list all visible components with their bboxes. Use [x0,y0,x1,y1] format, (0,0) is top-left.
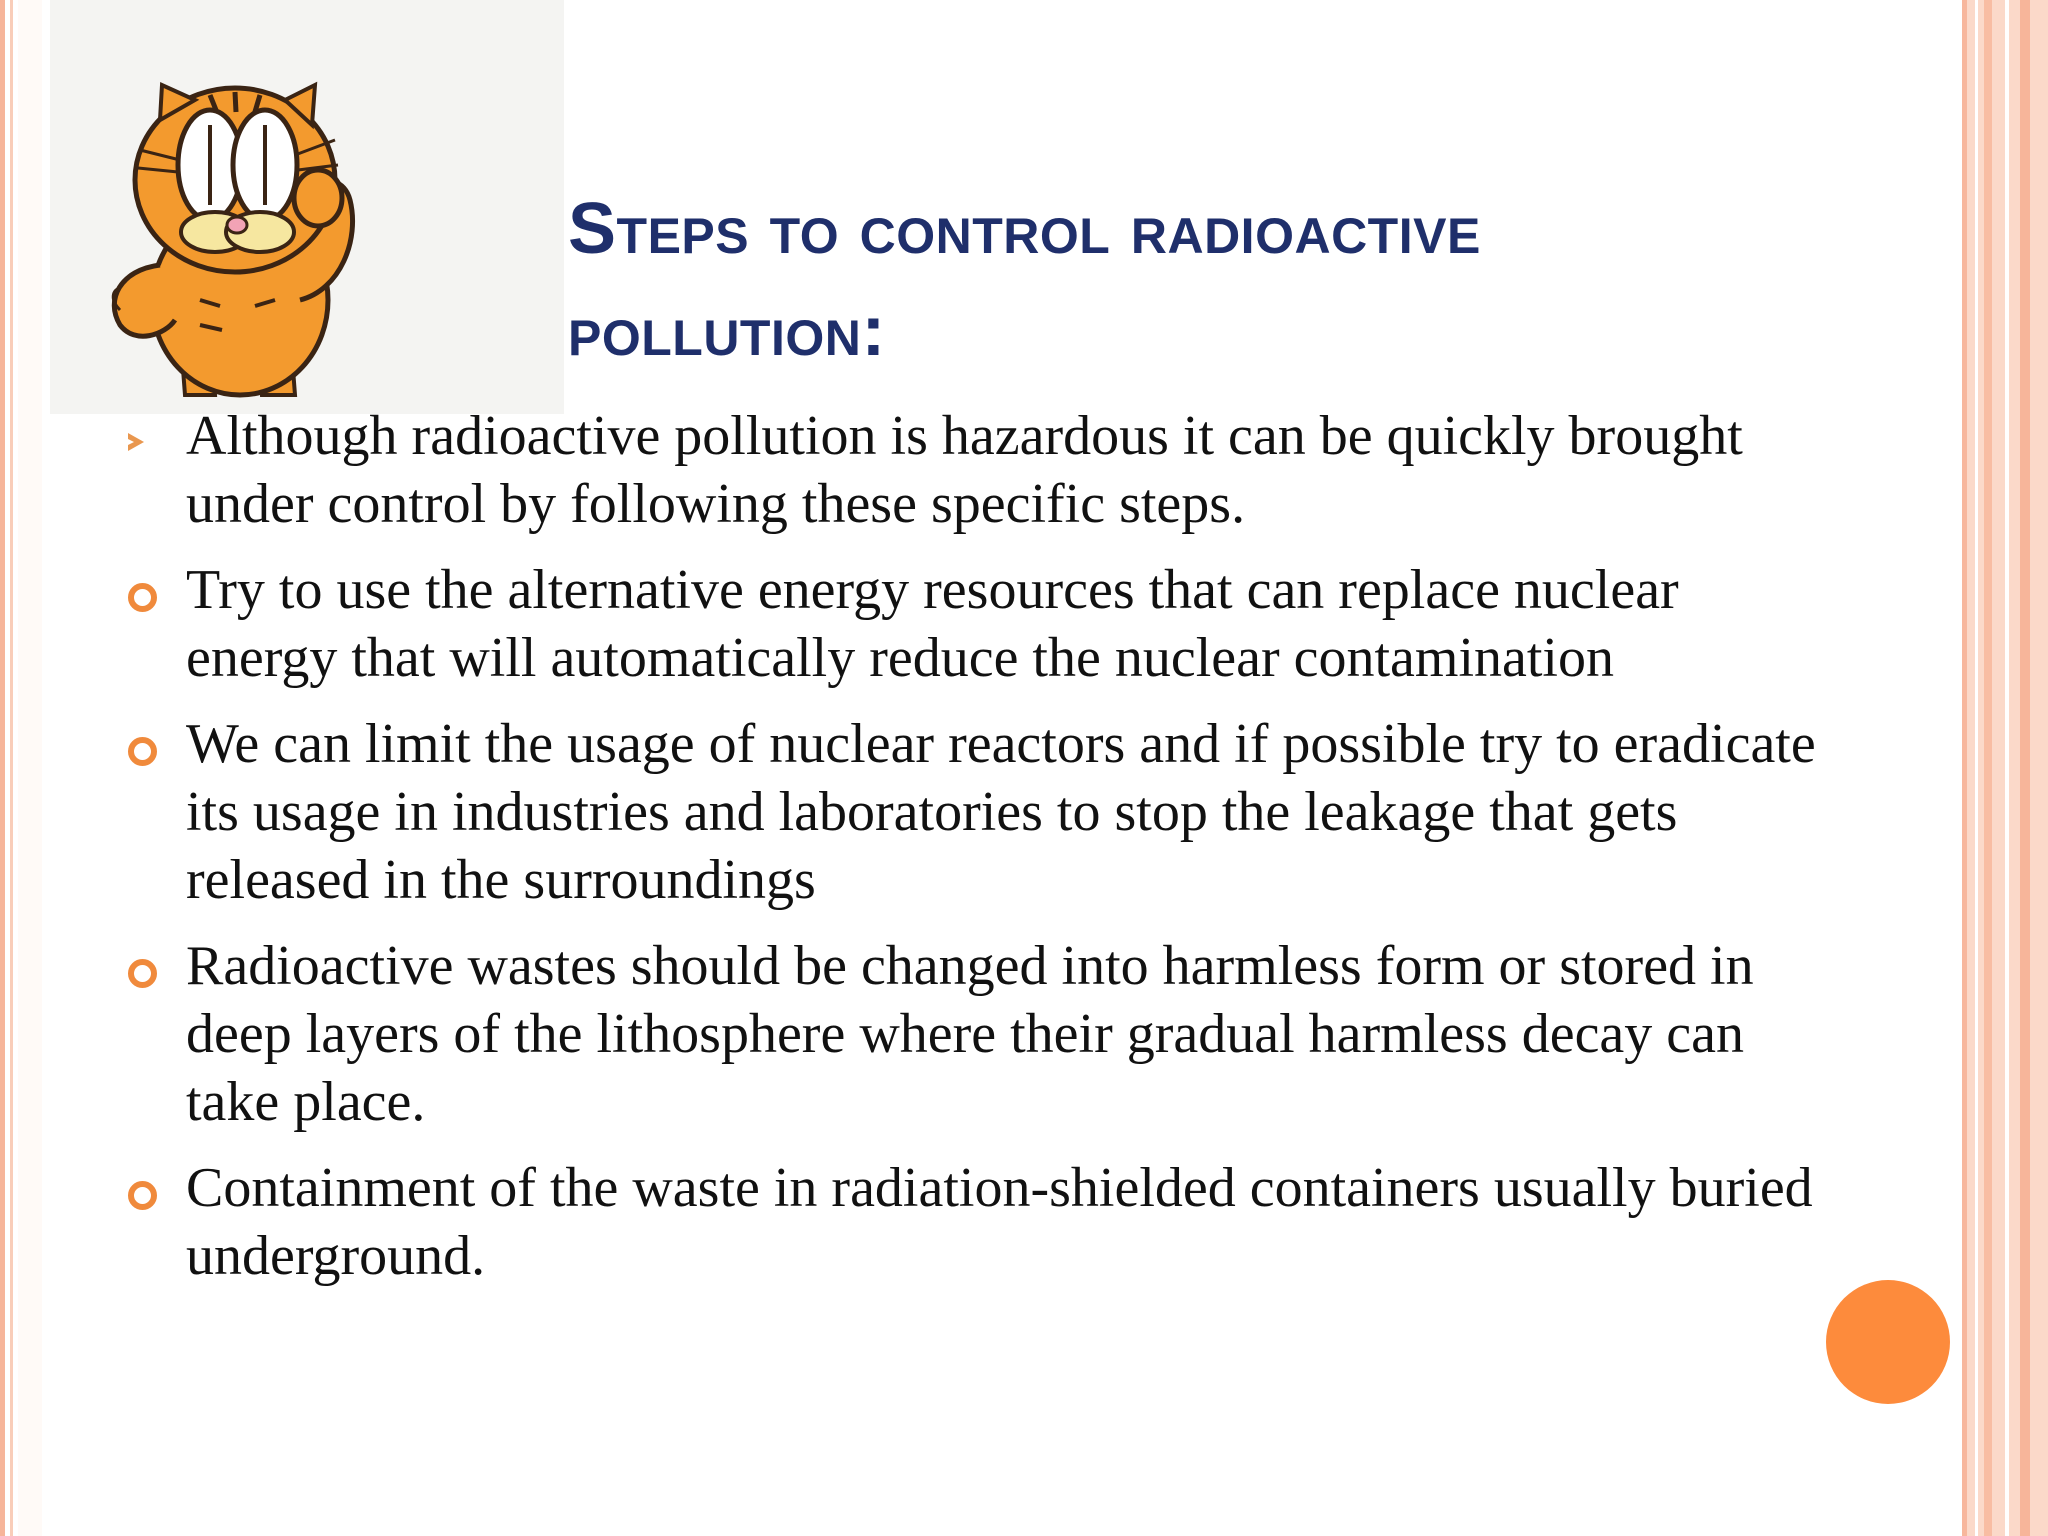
left-frame-gap [18,0,42,1536]
bullet-item [120,1154,1820,1290]
right-frame-gap [2005,0,2009,1536]
bullet-item [120,556,1820,692]
bullet-text: Containment of the waste in radiation-shielded containers usually buried underground. [186,1157,1813,1287]
left-frame-line-inner [10,0,13,1536]
ring-bullet-icon [122,710,162,778]
left-frame-line [0,0,5,1536]
bullet-text: Radioactive wastes should be changed into harmless form or stored in deep layers of the lithosphere where their gradual harmless decay can take place. [186,935,1754,1133]
bullet-item [120,710,1820,914]
slide-title: Steps to control radioactive pollution: [568,189,1481,371]
bullet-list [120,402,1820,1308]
ring-bullet-icon [122,932,162,1000]
ring-bullet-icon [122,1154,162,1222]
bullet-text: Although radioactive pollution is hazardous it can be quickly brought under control by following these specific steps. [186,405,1743,535]
cartoon-image [50,0,564,414]
bullet-text: Try to use the alternative energy resources that can replace nuclear energy that will automatically reduce the nuclear contamination [186,559,1679,689]
right-frame-line [2020,0,2030,1536]
right-frame-line [1984,0,1992,1536]
bullet-item [120,402,1820,538]
arrowhead-bullet-icon [122,402,162,470]
ring-bullet-icon [122,556,162,624]
bullet-text: We can limit the usage of nuclear reactors and if possible try to eradicate its usage in industries and laboratories to stop the leakage that gets released in the surroundings [186,713,1816,911]
bullet-item [120,932,1820,1136]
thinking-cartoon-cat-illustration [50,0,564,414]
right-frame-line [1962,0,1967,1536]
right-frame-gap [1975,0,1978,1536]
orange-circle-decoration [1826,1280,1950,1404]
